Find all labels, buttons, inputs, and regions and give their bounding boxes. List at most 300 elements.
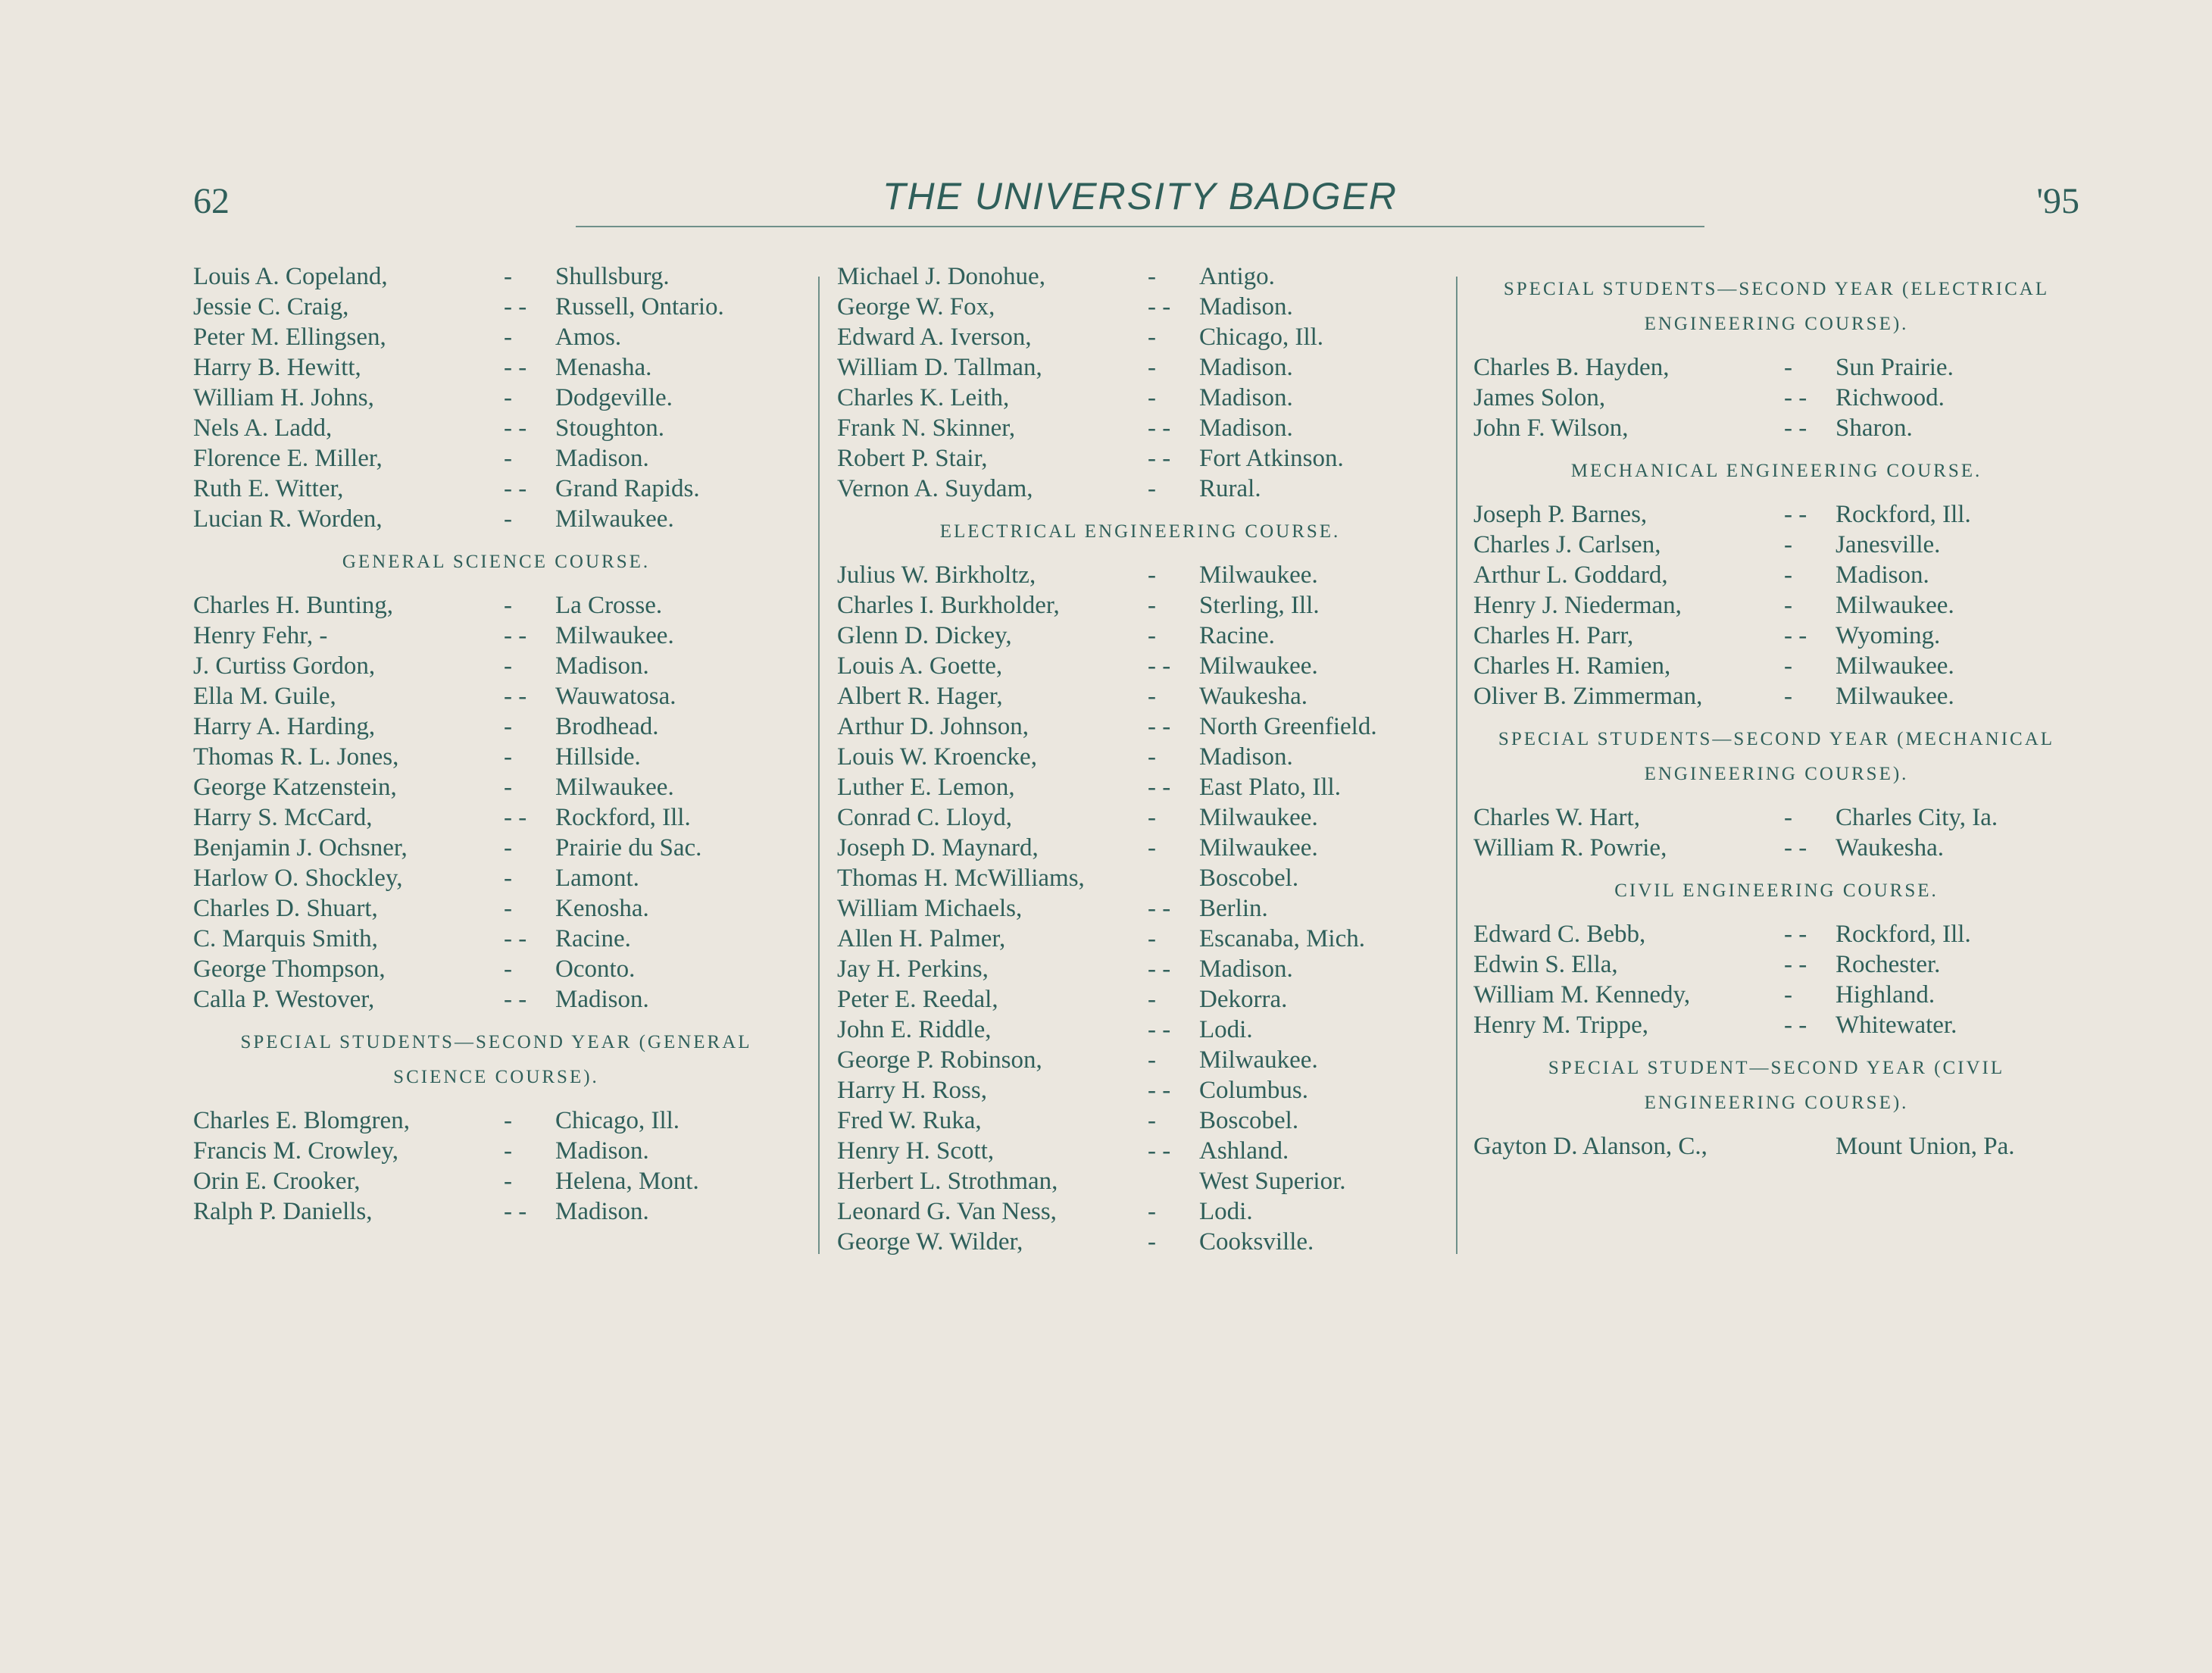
column-divider [1456, 277, 1457, 1254]
hometown: Madison. [1199, 414, 1293, 442]
student-row [837, 352, 1443, 383]
hometown: Chicago, Ill. [555, 1107, 680, 1134]
leader-dash: - [504, 1168, 512, 1195]
student-row [193, 954, 799, 984]
student-row [193, 413, 799, 443]
leader-dash: - - [1148, 414, 1171, 442]
student-row [837, 1045, 1443, 1075]
student-row [1473, 802, 2079, 833]
leader-dash: - [1148, 592, 1156, 619]
student-name: Harry A. Harding, [193, 713, 376, 740]
hometown: Madison. [555, 445, 649, 472]
hometown: Russell, Ontario. [555, 293, 724, 321]
leader-dash: - - [1148, 955, 1171, 983]
class-year: '95 [2036, 181, 2079, 221]
leader-dash: - - [1148, 445, 1171, 472]
student-name: Henry M. Trippe, [1473, 1012, 1649, 1039]
leader-dash: - [1784, 561, 1792, 589]
leader-dash: - [1148, 354, 1156, 381]
hometown: Milwaukee. [1836, 683, 1954, 710]
hometown: Madison. [1199, 384, 1293, 411]
student-name: Oliver B. Zimmerman, [1473, 683, 1703, 710]
hometown: Escanaba, Mich. [1199, 925, 1365, 952]
leader-dash: - [1148, 384, 1156, 411]
student-row [837, 322, 1443, 352]
student-name: Jessie C. Craig, [193, 293, 349, 321]
hometown: Madison. [1199, 743, 1293, 771]
student-name: Henry Fehr, - [193, 622, 328, 649]
leader-dash: - - [504, 986, 527, 1013]
leader-dash: - [1148, 925, 1156, 952]
hometown: Wyoming. [1836, 622, 1941, 649]
student-name: Florence E. Miller, [193, 445, 383, 472]
student-name: William R. Powrie, [1473, 834, 1667, 862]
hometown: Madison. [1199, 955, 1293, 983]
hometown: Milwaukee. [1199, 652, 1318, 680]
student-row [193, 984, 799, 1015]
student-row [837, 443, 1443, 474]
student-name: Jay H. Perkins, [837, 955, 989, 983]
leader-dash: - - [1148, 895, 1171, 922]
student-row [193, 474, 799, 504]
leader-dash: - [1148, 1198, 1156, 1225]
leader-dash: - - [1784, 921, 1807, 948]
hometown: North Greenfield. [1199, 713, 1377, 740]
leader-dash: - - [504, 414, 527, 442]
hometown: Amos. [555, 324, 622, 351]
leader-dash: - - [1148, 1077, 1171, 1104]
student-name: Louis A. Copeland, [193, 263, 388, 290]
hometown: Grand Rapids. [555, 475, 700, 502]
student-row [1473, 621, 2079, 651]
hometown: Sterling, Ill. [1199, 592, 1320, 619]
student-name: Charles B. Hayden, [1473, 354, 1670, 381]
student-row [837, 1075, 1443, 1105]
leader-dash: - [1148, 324, 1156, 351]
column-2 [837, 261, 1443, 1257]
student-row [837, 383, 1443, 413]
student-row [1473, 1010, 2079, 1040]
hometown: Whitewater. [1836, 1012, 1957, 1039]
student-row [193, 711, 799, 742]
hometown: Rockford, Ill. [1836, 501, 1971, 528]
student-row [193, 1105, 799, 1136]
leader-dash: - - [1784, 501, 1807, 528]
leader-dash: - [1148, 743, 1156, 771]
hometown: Antigo. [1199, 263, 1275, 290]
student-row [837, 1015, 1443, 1045]
student-name: Fred W. Ruka, [837, 1107, 982, 1134]
student-name: William M. Kennedy, [1473, 981, 1691, 1008]
student-name: Ralph P. Daniells, [193, 1198, 373, 1225]
student-row [193, 1196, 799, 1227]
student-name: Ella M. Guile, [193, 683, 336, 710]
section-heading: SPECIAL STUDENTS—SECOND YEAR (ELECTRICAL ENGINEERING COURSE). [1503, 279, 2050, 334]
student-row [193, 352, 799, 383]
student-row [837, 954, 1443, 984]
hometown: Mount Union, Pa. [1836, 1133, 2015, 1160]
hometown: Madison. [555, 1198, 649, 1225]
student-name: George Katzenstein, [193, 774, 397, 801]
hometown: Ashland. [1199, 1137, 1289, 1165]
student-row [837, 802, 1443, 833]
student-name: Charles K. Leith, [837, 384, 1010, 411]
course-section [1473, 1051, 2079, 1162]
leader-dash: - [504, 1137, 512, 1165]
student-row [193, 742, 799, 772]
hometown: Boscobel. [1199, 1107, 1299, 1134]
column-1 [193, 261, 799, 1227]
course-section [1473, 272, 2079, 443]
hometown: Prairie du Sac. [555, 834, 702, 862]
student-name: Edward A. Iverson, [837, 324, 1032, 351]
student-row [193, 802, 799, 833]
hometown: Fort Atkinson. [1199, 445, 1344, 472]
course-section [837, 261, 1443, 504]
running-title: THE UNIVERSITY BADGER [882, 175, 1398, 217]
student-name: Michael J. Donohue, [837, 263, 1045, 290]
leader-dash: - - [504, 1198, 527, 1225]
student-name: Albert R. Hager, [837, 683, 1003, 710]
student-row [837, 742, 1443, 772]
hometown: Helena, Mont. [555, 1168, 699, 1195]
leader-dash: - - [504, 293, 527, 321]
hometown: Waukesha. [1836, 834, 1945, 862]
student-name: Lucian R. Worden, [193, 505, 383, 533]
hometown: Madison. [1199, 354, 1293, 381]
student-name: Glenn D. Dickey, [837, 622, 1012, 649]
hometown: Racine. [555, 925, 631, 952]
header-rule [576, 226, 1704, 227]
leader-dash: - [504, 743, 512, 771]
student-row [1473, 1131, 2079, 1162]
student-name: C. Marquis Smith, [193, 925, 378, 952]
student-row [1473, 980, 2079, 1010]
hometown: Madison. [1836, 561, 1929, 589]
hometown: Menasha. [555, 354, 652, 381]
course-section [193, 1025, 799, 1227]
student-name: Ruth E. Witter, [193, 475, 344, 502]
student-name: Thomas R. L. Jones, [193, 743, 399, 771]
course-section [1473, 722, 2079, 863]
student-row [193, 383, 799, 413]
student-name: Joseph D. Maynard, [837, 834, 1039, 862]
student-row [1473, 651, 2079, 681]
leader-dash: - - [1784, 622, 1807, 649]
student-row [837, 1196, 1443, 1227]
hometown: Rochester. [1836, 951, 1941, 978]
student-row [1473, 383, 2079, 413]
hometown: Rural. [1199, 475, 1261, 502]
student-name: Charles W. Hart, [1473, 804, 1640, 831]
leader-dash: - - [1148, 774, 1171, 801]
section-heading: CIVIL ENGINEERING COURSE. [1614, 880, 1939, 901]
student-row [837, 833, 1443, 863]
student-name: Calla P. Westover, [193, 986, 375, 1013]
student-name: George W. Wilder, [837, 1228, 1023, 1256]
student-name: Luther E. Lemon, [837, 774, 1015, 801]
course-section [1473, 454, 2079, 711]
leader-dash: - [1148, 683, 1156, 710]
leader-dash: - [504, 324, 512, 351]
student-name: Frank N. Skinner, [837, 414, 1016, 442]
leader-dash: - - [504, 925, 527, 952]
hometown: Sun Prairie. [1836, 354, 1954, 381]
hometown: Stoughton. [555, 414, 664, 442]
student-name: Charles H. Bunting, [193, 592, 393, 619]
student-row [837, 1166, 1443, 1196]
student-name: Louis A. Goette, [837, 652, 1003, 680]
leader-dash: - [504, 592, 512, 619]
student-row [837, 1105, 1443, 1136]
student-name: Allen H. Palmer, [837, 925, 1006, 952]
student-name: Nels A. Ladd, [193, 414, 333, 442]
page-number: 62 [193, 181, 230, 221]
student-row [193, 621, 799, 651]
leader-dash: - [1148, 1107, 1156, 1134]
student-row [193, 893, 799, 924]
hometown: Lodi. [1199, 1016, 1253, 1043]
leader-dash: - - [1148, 1016, 1171, 1043]
student-row [837, 560, 1443, 590]
section-heading: GENERAL SCIENCE COURSE. [342, 552, 651, 572]
hometown: Waukesha. [1199, 683, 1308, 710]
leader-dash: - [504, 834, 512, 862]
student-row [1473, 833, 2079, 863]
hometown: Milwaukee. [1836, 652, 1954, 680]
leader-dash: - - [1784, 834, 1807, 862]
student-row [837, 711, 1443, 742]
student-row [1473, 681, 2079, 711]
student-name: Vernon A. Suydam, [837, 475, 1033, 502]
leader-dash: - [1148, 475, 1156, 502]
hometown: Wauwatosa. [555, 683, 676, 710]
student-name: James Solon, [1473, 384, 1606, 411]
student-row [837, 261, 1443, 292]
leader-dash: - [1784, 592, 1792, 619]
leader-dash: - [504, 652, 512, 680]
hometown: Sharon. [1836, 414, 1913, 442]
hometown: Hillside. [555, 743, 641, 771]
student-name: Louis W. Kroencke, [837, 743, 1037, 771]
student-name: Conrad C. Lloyd, [837, 804, 1012, 831]
hometown: Janesville. [1836, 531, 1941, 558]
student-row [1473, 352, 2079, 383]
leader-dash: - [1148, 804, 1156, 831]
student-name: Leonard G. Van Ness, [837, 1198, 1057, 1225]
leader-dash: - [504, 774, 512, 801]
student-name: George P. Robinson, [837, 1046, 1042, 1074]
hometown: Milwaukee. [1199, 834, 1318, 862]
course-section [193, 261, 799, 534]
leader-dash: - [1784, 531, 1792, 558]
section-heading: SPECIAL STUDENTS—SECOND YEAR (MECHANICAL ENGINEERING COURSE). [1498, 729, 2055, 784]
student-row [837, 651, 1443, 681]
student-row [193, 833, 799, 863]
student-name: Peter M. Ellingsen, [193, 324, 386, 351]
student-row [837, 621, 1443, 651]
student-name: Henry J. Niederman, [1473, 592, 1682, 619]
column-divider [818, 277, 820, 1254]
hometown: Milwaukee. [555, 622, 674, 649]
student-row [837, 1227, 1443, 1257]
student-name: Harlow O. Shockley, [193, 865, 403, 892]
student-name: Edwin S. Ella, [1473, 951, 1618, 978]
leader-dash: - - [1784, 1012, 1807, 1039]
student-name: William D. Tallman, [837, 354, 1042, 381]
leader-dash: - [504, 384, 512, 411]
hometown: Rockford, Ill. [555, 804, 691, 831]
student-row [837, 413, 1443, 443]
hometown: La Crosse. [555, 592, 663, 619]
student-row [193, 1166, 799, 1196]
student-row [837, 474, 1443, 504]
student-row [837, 292, 1443, 322]
leader-dash: - [1148, 986, 1156, 1013]
student-name: William Michaels, [837, 895, 1023, 922]
leader-dash: - [1784, 354, 1792, 381]
student-row [837, 681, 1443, 711]
student-row [837, 1136, 1443, 1166]
hometown: West Superior. [1199, 1168, 1346, 1195]
student-row [193, 443, 799, 474]
student-name: Edward C. Bebb, [1473, 921, 1646, 948]
hometown: Madison. [555, 1137, 649, 1165]
course-section [193, 545, 799, 1015]
section-heading: SPECIAL STUDENTS—SECOND YEAR (GENERAL SCIENCE COURSE). [240, 1032, 752, 1087]
student-name: Herbert L. Strothman, [837, 1168, 1058, 1195]
student-row [1473, 413, 2079, 443]
student-name: Arthur L. Goddard, [1473, 561, 1668, 589]
student-name: Harry B. Hewitt, [193, 354, 361, 381]
hometown: Milwaukee. [1836, 592, 1954, 619]
student-name: Thomas H. McWilliams, [837, 865, 1085, 892]
hometown: Madison. [555, 652, 649, 680]
student-row [193, 681, 799, 711]
hometown: Berlin. [1199, 895, 1268, 922]
student-name: Julius W. Birkholtz, [837, 561, 1036, 589]
leader-dash: - - [1784, 414, 1807, 442]
student-row [1473, 919, 2079, 949]
leader-dash: - - [504, 804, 527, 831]
student-name: John F. Wilson, [1473, 414, 1629, 442]
student-name: George Thompson, [193, 955, 386, 983]
student-row [837, 863, 1443, 893]
hometown: Dekorra. [1199, 986, 1288, 1013]
student-name: Charles I. Burkholder, [837, 592, 1060, 619]
student-name: Joseph P. Barnes, [1473, 501, 1648, 528]
student-name: Charles J. Carlsen, [1473, 531, 1661, 558]
column-3 [1473, 261, 2079, 1162]
student-name: William H. Johns, [193, 384, 374, 411]
student-row [837, 984, 1443, 1015]
hometown: Madison. [555, 986, 649, 1013]
course-section [1473, 874, 2079, 1040]
leader-dash: - [1148, 1046, 1156, 1074]
student-row [837, 924, 1443, 954]
student-row [193, 863, 799, 893]
student-row [193, 504, 799, 534]
leader-dash: - [1784, 683, 1792, 710]
student-name: Gayton D. Alanson, C., [1473, 1133, 1707, 1160]
section-heading: MECHANICAL ENGINEERING COURSE. [1570, 461, 1982, 481]
student-row [193, 772, 799, 802]
hometown: Milwaukee. [1199, 1046, 1318, 1074]
leader-dash: - [504, 865, 512, 892]
student-name: Robert P. Stair, [837, 445, 988, 472]
hometown: Milwaukee. [555, 505, 674, 533]
hometown: Rockford, Ill. [1836, 921, 1971, 948]
student-name: Orin E. Crooker, [193, 1168, 361, 1195]
hometown: Kenosha. [555, 895, 649, 922]
student-name: Charles E. Blomgren, [193, 1107, 410, 1134]
leader-dash: - - [504, 475, 527, 502]
student-row [837, 893, 1443, 924]
student-row [1473, 530, 2079, 560]
leader-dash: - [504, 1107, 512, 1134]
leader-dash: - [1784, 652, 1792, 680]
student-name: Charles H. Ramien, [1473, 652, 1671, 680]
leader-dash: - - [1784, 951, 1807, 978]
leader-dash: - [504, 445, 512, 472]
hometown: Dodgeville. [555, 384, 673, 411]
hometown: Charles City, Ia. [1836, 804, 1998, 831]
student-row [1473, 560, 2079, 590]
leader-dash: - - [504, 354, 527, 381]
student-row [193, 261, 799, 292]
student-row [193, 924, 799, 954]
leader-dash: - - [1148, 1137, 1171, 1165]
student-row [837, 772, 1443, 802]
student-row [1473, 949, 2079, 980]
hometown: Shullsburg. [555, 263, 670, 290]
course-section [837, 514, 1443, 1257]
hometown: Highland. [1836, 981, 1936, 1008]
hometown: Boscobel. [1199, 865, 1299, 892]
leader-dash: - [1148, 263, 1156, 290]
leader-dash: - [1784, 981, 1792, 1008]
leader-dash: - [1148, 1228, 1156, 1256]
leader-dash: - - [1148, 652, 1171, 680]
student-name: Arthur D. Johnson, [837, 713, 1029, 740]
student-name: Harry S. McCard, [193, 804, 373, 831]
student-row [193, 322, 799, 352]
hometown: Milwaukee. [1199, 561, 1318, 589]
leader-dash: - [1784, 804, 1792, 831]
leader-dash: - [1148, 561, 1156, 589]
student-name: George W. Fox, [837, 293, 995, 321]
leader-dash: - [504, 895, 512, 922]
hometown: Milwaukee. [1199, 804, 1318, 831]
page-header [0, 174, 2212, 235]
hometown: Lamont. [555, 865, 639, 892]
leader-dash: - [504, 263, 512, 290]
section-heading: SPECIAL STUDENT—SECOND YEAR (CIVIL ENGINEERING COURSE). [1548, 1058, 2005, 1113]
leader-dash: - - [1784, 384, 1807, 411]
leader-dash: - - [504, 683, 527, 710]
student-name: Peter E. Reedal, [837, 986, 998, 1013]
student-name: Charles D. Shuart, [193, 895, 378, 922]
student-name: Harry H. Ross, [837, 1077, 987, 1104]
student-name: Benjamin J. Ochsner, [193, 834, 408, 862]
student-name: Francis M. Crowley, [193, 1137, 398, 1165]
hometown: East Plato, Ill. [1199, 774, 1341, 801]
student-row [193, 651, 799, 681]
leader-dash: - - [1148, 713, 1171, 740]
leader-dash: - [504, 955, 512, 983]
leader-dash: - [1148, 834, 1156, 862]
leader-dash: - [1148, 622, 1156, 649]
